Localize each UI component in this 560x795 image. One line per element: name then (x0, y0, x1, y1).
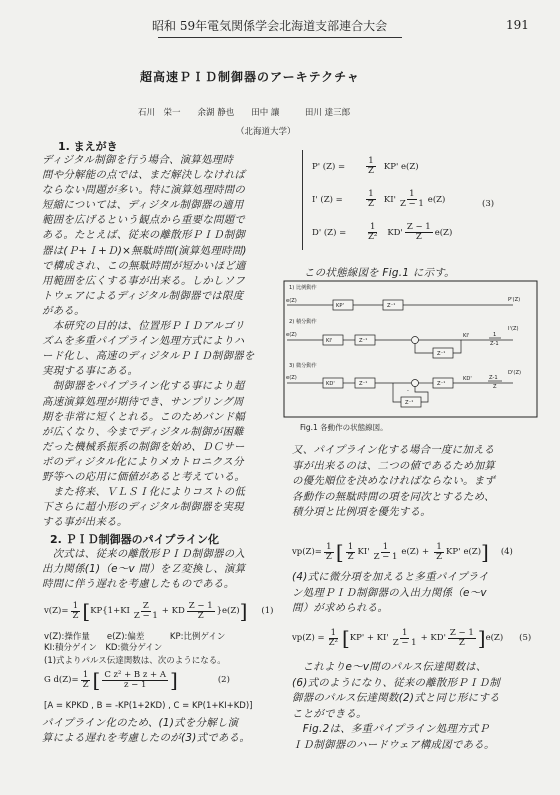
authors: 石川 栄一 余湖 静也 田中 讓 田川 達三郎 (138, 108, 351, 118)
text-line: ＩＤ制御器のハードウェア構成図である。 (292, 738, 495, 751)
fig1-title-derivative: 3) 微分動作 (289, 363, 317, 369)
text-line: 時間に伴う遅れを考慮したものである。 (42, 578, 235, 590)
eq5-g: 1 (401, 627, 408, 638)
text-line: また将来、ＶＬＳＩ化によりコストの低 (42, 486, 246, 499)
text-line: 次式は、従来の離散形ＰＩＤ制御器の入 (42, 548, 246, 560)
fig1-title-proportional: 1) 比例動作 (289, 285, 317, 291)
right-text-1 (292, 443, 542, 521)
eq1-num: Z (142, 600, 149, 611)
eq3-number: (3) (482, 199, 495, 209)
text-line: ン処理ＰＩＤ制御器の入出力関係（e～v (292, 586, 487, 599)
text-line: する事が出来る。 (42, 516, 128, 529)
eq5-h: Z − 1 (449, 627, 474, 638)
fig1-delay-2b: Z⁻¹ (437, 351, 446, 357)
eq1-den2: Z (197, 610, 204, 621)
eq4-c: 1 (382, 541, 389, 552)
eq4-lhs: vp(Z)= (292, 547, 322, 557)
section-1-heading: 1. まえがき (58, 140, 118, 153)
fig1-kd-block: KD' (326, 381, 335, 387)
eq5-ad: Z² (328, 637, 338, 648)
eq4-number: (4) (500, 547, 513, 557)
fig1-output-i: I'(Z) (508, 326, 519, 332)
abc-definition: [A = KPKD , B = -KP(1+2KD) , C = KP(1+KI+KD)] (44, 701, 253, 711)
text-line: 制御器をパイプライン化する事により超 (42, 380, 245, 393)
eq1-number: (1) (261, 606, 274, 616)
text-line: パイプライン化のため、(1)式を分解し演 (42, 717, 239, 729)
text-line: ード化し、高速のディジタルＰＩＤ制御器を (42, 350, 255, 363)
frac-num: 1 (369, 222, 376, 233)
fig1-delay-3c: Z⁻¹ (405, 400, 414, 406)
eq5-number: (5) (519, 633, 532, 643)
eq3-gain: KD' (387, 227, 403, 238)
text-line: で構成され、この無駄時間が短かいほど適 (42, 259, 246, 272)
fig1-frame (284, 281, 537, 417)
defs-line-a: v(Z):操作量 e(Z):偏差 KP:比例ゲイン (44, 632, 226, 642)
equation-2: G d(Z)= $\frac{1}{Z}$ [ $\frac{\text{C z² + B z + A}}{z - 1}$ ] (2) (44, 668, 230, 692)
fig1-output-d: D'(Z) (508, 370, 522, 376)
text-line: 高速演算処理が期待でき、サンプリング周 (42, 395, 244, 408)
fig1-delay-3b: Z⁻¹ (437, 381, 446, 387)
text-line: 下さらに超小形のディジタル制御器を実現 (42, 501, 244, 514)
eq1-den: Z − 1 (133, 610, 158, 621)
text-line: これよりe～v間のパルス伝達関数は、 (292, 661, 487, 673)
fig1-delay-3a: Z⁻¹ (359, 381, 368, 387)
header-rule (158, 37, 402, 38)
fig1-minus-sign: - (407, 388, 409, 394)
text-line: トウェアによるディジタル制御器では限度 (42, 289, 244, 302)
eq3-fraction (398, 190, 426, 209)
eq3-input: e(Z) (434, 227, 453, 238)
eq2-f-den: Z (82, 679, 89, 690)
text-line: 範囲を広げるという観点から重要な問題で (42, 214, 246, 227)
text-line: (6)式のようになり、従来の離散形ＰＩＤ制 (292, 676, 501, 689)
eq2-number: (2) (217, 675, 230, 685)
equation-3 (312, 150, 532, 249)
text-line: 実現する事にある。 (42, 365, 139, 378)
eq3-row (312, 183, 532, 216)
eq1-f-num: 1 (72, 600, 79, 611)
frac-num: Z − 1 (406, 222, 431, 233)
eq1-tail: }e(Z) (216, 606, 240, 616)
section-2-closing (42, 716, 282, 746)
fig1-der-tf-num: Z-1 (489, 375, 498, 381)
text-line: が広くなり、今までディジタル制御が困難 (42, 425, 244, 438)
eq4-cd: Z − 1 (373, 551, 398, 562)
eq4-ad: Z (325, 551, 332, 562)
text-line: ディジタル制御を行う場合、演算処理時 (42, 154, 234, 166)
eq1-num2: Z − 1 (188, 600, 213, 611)
text-line: ズムを多重パイプライン処理方式によりハ (42, 335, 245, 348)
eq4-a: 1 (326, 541, 332, 552)
frac-den: Z (368, 166, 374, 176)
eq3-row (312, 150, 532, 183)
fig1-ki-block: KI' (326, 338, 333, 344)
eq2-den: z − 1 (123, 679, 147, 690)
text-line: 間や分解能の点では、まだ解決しなければ (42, 169, 246, 182)
frac-den: Z (415, 232, 422, 242)
text-line: 事が出来るのは、二つの値であるため加算 (292, 459, 496, 472)
fig1-input-1: e(Z) (286, 298, 297, 304)
text-line: 算による遅れを考慮したのが(3)式である。 (42, 732, 251, 744)
right-text-2 (292, 570, 542, 617)
eq3-gain: KP' e(Z) (383, 161, 419, 172)
eq3-lhs: D' (Z) = (312, 227, 347, 238)
fig1-delay-1: Z⁻¹ (387, 303, 396, 309)
text-line: 期を非常に短くとれる。このためバンド幅 (42, 410, 246, 423)
paper-title: 超高速ＰＩＤ制御器のアーキテクチャ (140, 70, 360, 84)
defs-line-b: KI:積分ゲイン KD:微分ゲイン (44, 643, 163, 653)
text-line: ボのディジタル化によりメカトロニクス分 (42, 455, 244, 468)
eq4-kp: KP' (446, 547, 461, 557)
eq5-e: e(Z) (485, 633, 504, 643)
text-line: 積分項と比例項を優先する。 (292, 506, 431, 518)
defs-note: (1)式よりパルス伝達関数は、次のようになる。 (44, 656, 226, 666)
text-line: 御器のパルス伝達関数(2)式と同じ形にする (292, 692, 500, 704)
frac-num: 1 (368, 156, 374, 167)
fig1-title-integral: 2) 積分動作 (289, 319, 317, 325)
text-line: の優先順位を決めなければならない。まず (292, 475, 496, 487)
fig1-delay-2a: Z⁻¹ (359, 338, 368, 344)
fig1-kd-label: KD' (463, 376, 472, 382)
text-line: 本研究の目的は、位置形ＰＩＤアルゴリ (42, 320, 245, 333)
eq3-input: e(Z) (427, 194, 446, 205)
eq2-f-num: 1 (82, 669, 89, 680)
equation-1: v(Z)= $\frac{1}{Z}$ [ KP {1+KI $\frac{Z}{Z - 1}$ + KD $\frac{Z - 1}{Z}$ }e(Z) ] (1) (44, 599, 274, 623)
eq4-ki: KI' (357, 547, 370, 557)
eq4-d: 1 (436, 541, 442, 552)
eq4-e1: e(Z) (401, 547, 419, 557)
text-line: 短縮については、ディジタル制御器の適用 (42, 199, 244, 212)
eq3-row (312, 216, 532, 249)
text-line: 野等への応用に価値があると考えている。 (42, 470, 246, 483)
fig1-ki-label: KI' (463, 333, 470, 339)
eq5-kp-ki: KP' + KI' (349, 633, 389, 643)
eq3-fraction (366, 223, 379, 242)
fig1-caption: Fig.1 各動作の状態線図。 (300, 423, 388, 432)
fig1-int-tf-den: Z-1 (490, 341, 499, 347)
eq5-lhs: vp(Z) = (292, 633, 325, 643)
eq3-fraction (366, 190, 376, 209)
fig1-input-3: e(Z) (286, 375, 297, 381)
intro-text (42, 153, 282, 530)
eq5-gd: Z − 1 (392, 637, 417, 648)
text-line: 器は(Ｐ+Ｉ+Ｄ)×無駄時間(演算処理時間) (42, 244, 247, 257)
eq4-dd: Z (436, 551, 443, 562)
eq1-lhs: v(Z)= (44, 606, 69, 616)
fig1-int-tf-num: 1 (493, 332, 497, 338)
fig1-der-tf-den: Z (493, 384, 497, 390)
text-line: だった機械系振系の制御を始め、ＤＣサー (42, 440, 245, 453)
eq1-f-den: Z (72, 610, 79, 621)
eq4-bd: Z (347, 551, 354, 562)
eq2-num: C z² + B z + A (104, 669, 167, 680)
fig1-output-p: P'(Z) (508, 297, 521, 303)
frac-den: Z − 1 (399, 199, 424, 209)
frac-num: 1 (409, 189, 415, 200)
text-line: Fig.2は、多重パイプライン処理方式Ｐ (292, 723, 490, 735)
text-line: ある。たとえば、従来の離散形ＰＩＤ制御 (42, 229, 246, 242)
eq4-b: 1 (347, 541, 354, 552)
eq5-a: 1 (330, 627, 336, 638)
affiliation: （北海道大学） (236, 127, 296, 137)
page-number: 191 (506, 18, 529, 32)
eq3-bracket (302, 150, 305, 250)
eq3-lhs: I' (Z) = (312, 194, 343, 205)
text-line: 各動作の無駄時間の項を同次とするため、 (292, 490, 495, 503)
text-line: 用範囲を広くする事が出来る。しかしソフ (42, 274, 246, 287)
fig1-input-2: e(Z) (286, 332, 297, 338)
fig1-state-diagram (283, 280, 538, 418)
eq1-kd: + KD (161, 606, 185, 616)
section-2-text (42, 547, 282, 592)
section-2-heading: 2. ＰＩＤ制御器のパイプライン化 (50, 533, 220, 546)
frac-num: 1 (368, 189, 374, 200)
eq5-hd: Z (458, 637, 465, 648)
eq3-lhs: P' (Z) = (312, 161, 346, 172)
eq1-ki: {1+KI (102, 606, 130, 616)
text-line: (4)式に微分項を加えると多重パイプライ (292, 571, 489, 583)
text-line: 又、パイプライン化する場合一度に加える (292, 444, 495, 456)
running-header: 昭和 59年電気関係学会北海道支部連合大会 (152, 19, 388, 33)
eq3-fraction (366, 157, 376, 176)
text-line: 間）が求められる。 (292, 602, 389, 614)
eq2-lhs: G d(Z)= (44, 675, 79, 685)
text-line: がある。 (42, 304, 85, 317)
eq1-kp: KP (90, 606, 103, 616)
eq5-kd: + KD' (420, 633, 446, 643)
text-line: ことができる。 (292, 707, 367, 720)
text-line: 出力関係(1)（e～v 間）をＺ変換し、演算 (42, 563, 246, 575)
eq3-gain: KI' (383, 194, 396, 205)
eq4-plus: + (422, 547, 430, 557)
equation-4: vp(Z)= $\frac{1}{Z}$ [ $\frac{1}{Z}$ KI' $\frac{1}{Z - 1}$ e(Z) + $\frac{1}{Z}$ KP' e(Z) ] (4) (292, 540, 513, 564)
text-line: ならない問題が多い。特に演算処理時間の (42, 184, 246, 197)
eq4-e2: e(Z) (463, 547, 482, 557)
right-text-3 (292, 660, 542, 753)
fig1-kp-block-1: KP' (336, 303, 344, 309)
state-diagram-note: この状態線図を Fig.1 に示す。 (304, 267, 455, 279)
equation-5: vp(Z) = $\frac{1}{\text{Z²}}$ [ KP' + KI' $\frac{1}{Z - 1}$ + KD' $\frac{Z - 1}{Z}$ ] e(Z) (5) (292, 626, 532, 650)
frac-den: Z (368, 199, 374, 209)
frac-den: Z² (368, 232, 378, 242)
eq3-fraction (405, 223, 433, 242)
